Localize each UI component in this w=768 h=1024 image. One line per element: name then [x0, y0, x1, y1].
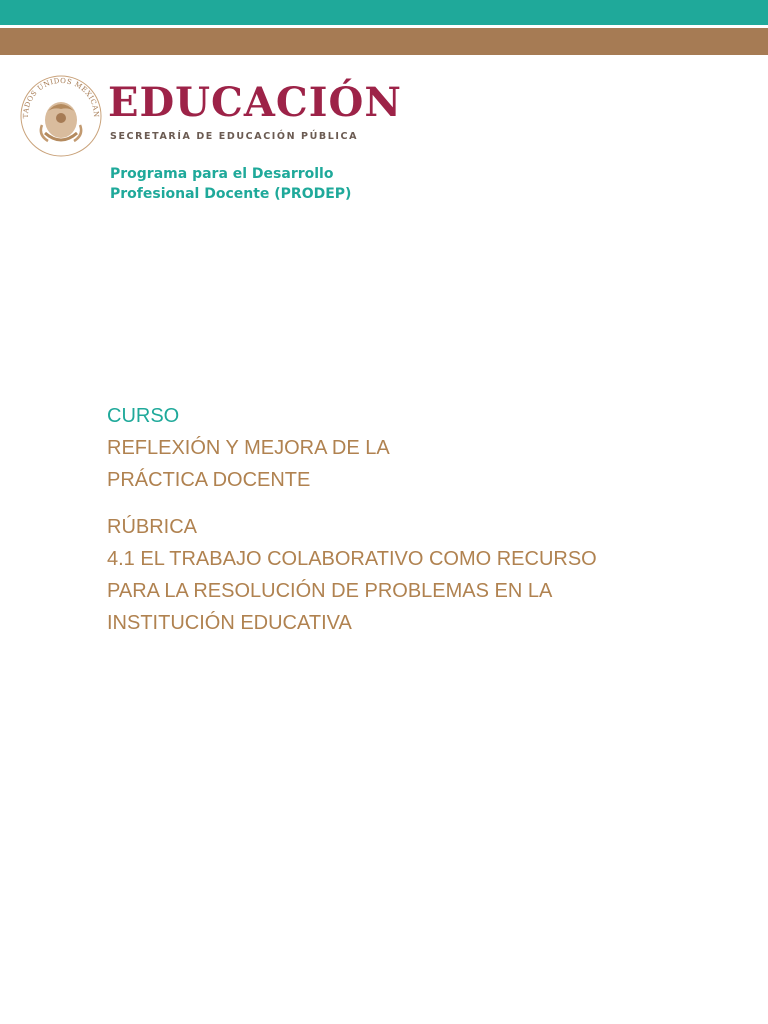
- course-title-line-2: PRÁCTICA DOCENTE: [107, 469, 311, 491]
- document-titles: [107, 400, 727, 639]
- rubric-block: [107, 511, 727, 639]
- top-brown-band: [0, 28, 768, 55]
- brand-subtitle: SECRETARÍA DE EDUCACIÓN PÚBLICA: [110, 131, 359, 142]
- seal-text: TADOS UNIDOS MEXICAN: [21, 76, 101, 119]
- top-teal-band: [0, 0, 768, 25]
- course-block: [107, 400, 727, 496]
- program-name: [110, 164, 351, 204]
- rubric-title-line-3: INSTITUCIÓN EDUCATIVA: [107, 612, 352, 634]
- rubric-title-line-2: PARA LA RESOLUCIÓN DE PROBLEMAS EN LA: [107, 580, 553, 602]
- course-label: CURSO: [107, 405, 180, 427]
- brand-title: EDUCACIÓN: [108, 79, 402, 126]
- coat-of-arms-seal-icon: [18, 73, 104, 159]
- rubric-title-line-1: 4.1 EL TRABAJO COLABORATIVO COMO RECURSO: [107, 548, 597, 570]
- course-title-line-1: REFLEXIÓN Y MEJORA DE LA: [107, 437, 390, 459]
- rubric-label: RÚBRICA: [107, 516, 198, 538]
- program-line-1: Programa para el Desarrollo: [110, 166, 334, 182]
- program-line-2: Profesional Docente (PRODEP): [110, 186, 352, 202]
